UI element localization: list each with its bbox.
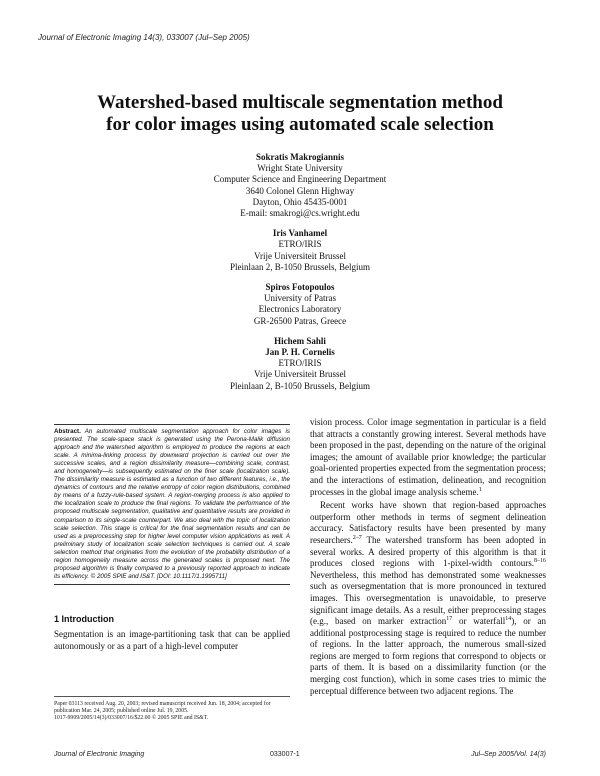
title-line-2: for color images using automated scale selection xyxy=(106,114,494,135)
affiliation-line: ETRO/IRIS xyxy=(278,239,322,250)
author-name: Sokratis Makrogiannis xyxy=(255,152,345,162)
author-block xyxy=(0,152,600,392)
abstract-body: An automated multiscale segmentation approach for color images is presented. The scale-space stack is generated using the Perona-Malik diffusion approach and the watershed algorithm is employed to produce the regions at each scale. A minima-linking process by downward projection is carried out over the successive scales, and a region dissimilarity measure—combining scale, contrast, and homogeneity—is subsequently estimated on the finer scale (localization scale). The dissimilarity measure is estimated as a function of two different features, i.e., the dynamics of contours and the relative entropy of color region distributions, combined by means of a fuzzy-rule-based system. A region-merging process is also applied to the localization scale to produce the final regions. To validate the performance of the proposed multiscale segmentation, qualitative and quantitative results are provided in comparison to its single-scale counterpart. We also deal with the topic of localization scale selection. This stage is critical for the final segmentation results and can be used as a preprocessing step for higher level computer vision applications as well. A preliminary study of localization scale selection techniques is carried out. A scale selection method that originates from the evolution of the probability distribution of a region homogeneity measure across the generated scales is proposed next. The proposed algorithm is finally compared to a previously reported approach to indicate its efficiency. © 2005 SPIE and IS&T. [DOI: 10.1117/1.1995711] xyxy=(54,428,290,580)
author-email: E-mail: smakrogi@cs.wright.edu xyxy=(240,208,360,219)
author-name: Jan P. H. Cornelis xyxy=(265,347,335,358)
affiliation-line: University of Patras xyxy=(264,293,336,304)
footer-page-id: 033007-1 xyxy=(270,751,300,758)
citation: 8–16 xyxy=(534,558,546,565)
paragraph-text: Recent works have shown that region-based approaches outperform other methods in terms of segment delineation accuracy. Satisfactory results have been presented by many researchers. xyxy=(310,500,546,545)
author-name: Spiros Fotopoulos xyxy=(265,282,335,293)
paragraph xyxy=(310,500,546,697)
paragraph xyxy=(310,417,546,498)
footnote-received: Paper 03113 received Aug. 20, 2003; revised manuscript received Jun. 18, 2004; accepted for publication Mar. 24, 2005; published online Jul. 19, 2005. xyxy=(54,701,271,715)
title-line-1: Watershed-based multiscale segmentation method xyxy=(97,92,503,113)
affiliation-line: 3640 Colonel Glenn Highway xyxy=(245,185,355,196)
affiliation-line: Wright State University xyxy=(257,163,343,174)
citation: 14 xyxy=(505,616,512,623)
affiliation-line: GR-26500 Patras, Greece xyxy=(253,315,347,326)
paragraph-text: Nevertheless, this method has demonstrated some weaknesses such as oversegmentation that is more pronounced in textured images. This oversegmentation is unavoidable, to preserve significant image details. As a result, either preprocessing stages (e.g., based on marker extraction xyxy=(310,569,546,627)
introduction-text: Segmentation is an image-partitioning task that can be applied autonomously or as a part of a high-level computer xyxy=(54,629,290,651)
paper-title xyxy=(0,92,600,136)
abstract-text xyxy=(54,428,290,585)
abstract xyxy=(54,424,290,585)
citation: 2–7 xyxy=(352,534,362,541)
affiliation-line: Vrije Universiteit Brussel xyxy=(254,250,346,261)
footer-volume: Jul–Sep 2005/Vol. 14(3) xyxy=(471,751,546,758)
affiliation-line: ETRO/IRIS xyxy=(278,358,322,369)
author-name: Hichem Sahli xyxy=(274,335,326,346)
footnote-copyright: 1017-9909/2005/14(3)/033007/16/$22.00 © 2005 SPIE and IS&T. xyxy=(54,715,209,722)
affiliation-line: Pleinlaan 2, B-1050 Brussels, Belgium xyxy=(230,261,370,272)
right-column xyxy=(310,417,546,697)
abstract-label: Abstract. xyxy=(54,428,81,435)
affiliation-line: Vrije Universiteit Brussel xyxy=(254,369,346,380)
citation: 1 xyxy=(478,486,482,493)
paragraph-text: ), or an additional postprocessing stage is required to reduce the number of regions. In the latter approach, the numerous small-sized regions are merged to form regions that correspond to objects or parts of them. It is based on a dissimilarity function (or the merging cost function), which in some cases tries to mimic the perceptual difference between two adjacent regions. The xyxy=(310,616,546,696)
section-heading-introduction: 1 Introduction xyxy=(54,614,114,624)
footnote xyxy=(54,696,290,723)
author-name: Iris Vanhamel xyxy=(272,228,328,239)
affiliation-line: Computer Science and Engineering Department xyxy=(213,174,387,185)
footer-journal: Journal of Electronic Imaging xyxy=(54,751,145,758)
affiliation-line: Electronics Laboratory xyxy=(258,304,342,315)
paragraph-text: vision process. Color image segmentation in particular is a field that attracts a constantly growing interest. Several methods have been proposed in the past, depending on the nature of the original images; the amount of available prior knowledge; the particular goal-oriented properties expected from the segmentation process; and the interactions of estimation, delineation, and recognition processes in the global image analysis scheme. xyxy=(310,417,546,497)
paragraph-text: The watershed transform has been adopted in several works. A desired property of this algorithm is that it produces closed regions with 1-pixel-width contours. xyxy=(310,534,546,569)
affiliation-line: Pleinlaan 2, B-1050 Brussels, Belgium xyxy=(230,380,370,391)
journal-header: Journal of Electronic Imaging 14(3), 033007 (Jul–Sep 2005) xyxy=(38,33,250,42)
paragraph-text: or waterfall xyxy=(452,616,506,627)
citation: 17 xyxy=(446,616,453,623)
affiliation-line: Dayton, Ohio 45435-0001 xyxy=(252,196,348,207)
